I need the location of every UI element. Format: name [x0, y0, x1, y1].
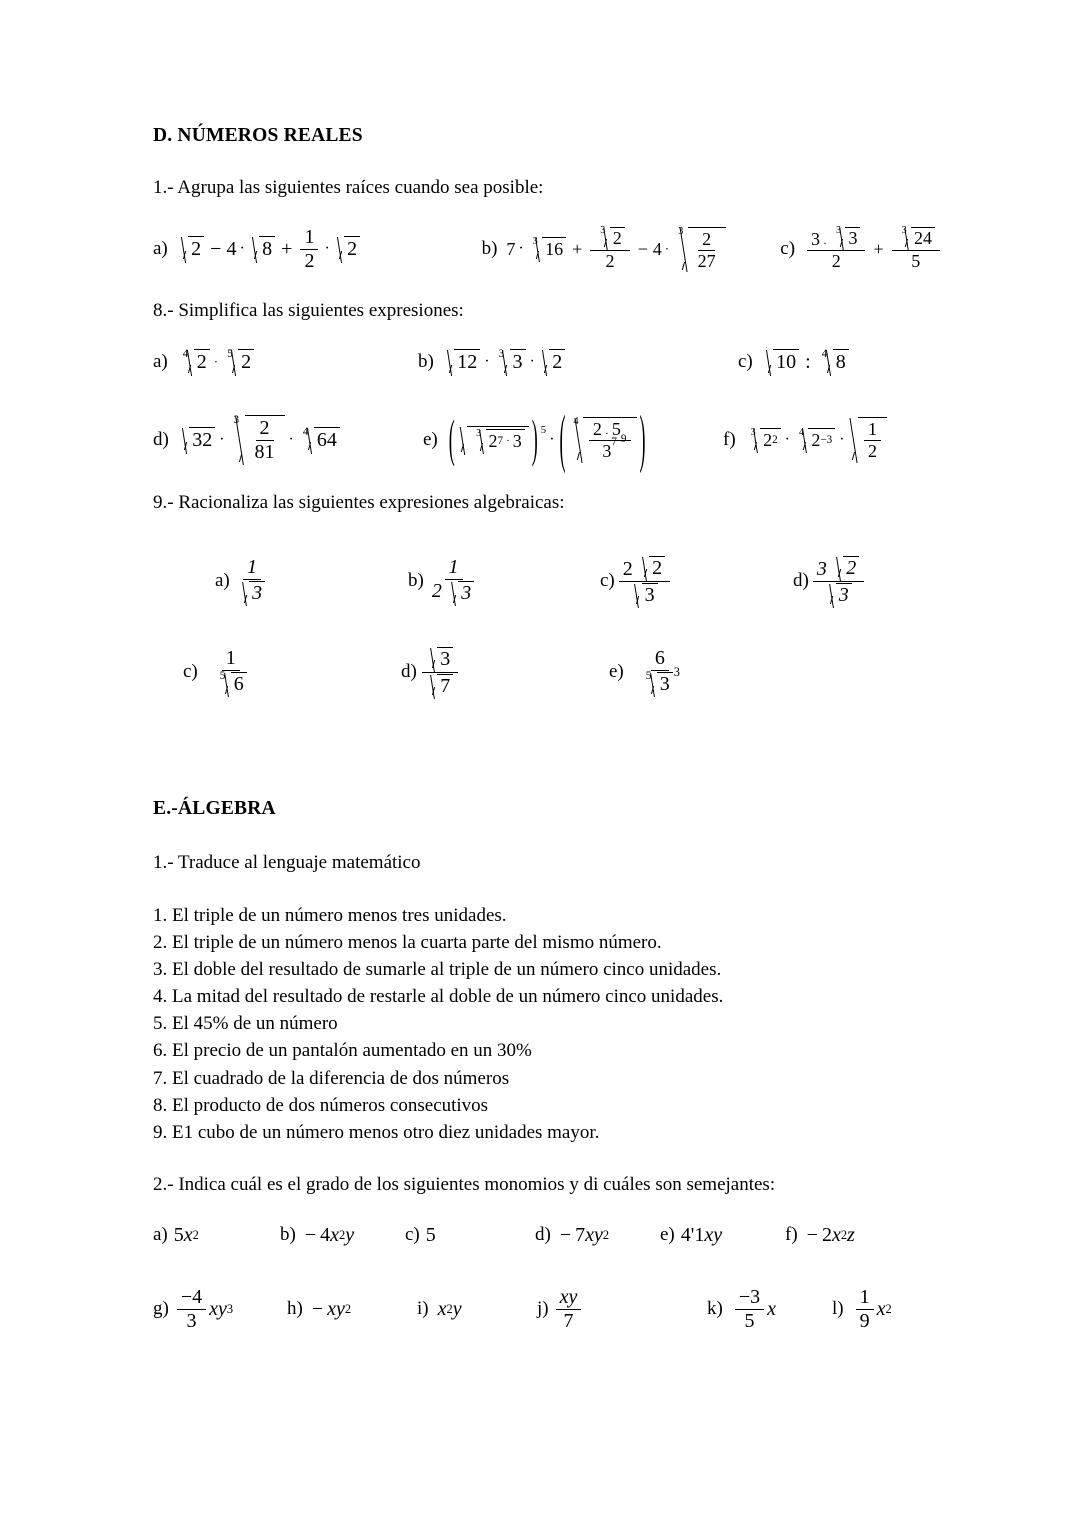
cube-root-icon: 3 24 [897, 227, 935, 249]
fraction: $\frac{xy}{7}$ [556, 1287, 582, 1332]
item-label: h) [287, 1298, 303, 1320]
math-expression: $\frac{-3}{5}$ x [732, 1287, 776, 1332]
math-expression: − 4 x 2 y [304, 1223, 355, 1246]
exercise-d1-items [153, 227, 943, 272]
item-label: f) [723, 428, 736, 450]
exercise-d8-items-row1 [153, 349, 943, 375]
math-expression [810, 556, 867, 607]
item-d9-b [408, 557, 600, 605]
math-expression [231, 557, 273, 605]
sqrt-icon: 3 [825, 583, 851, 607]
fifth-root-icon: 5 3 [641, 672, 673, 696]
fraction: 3 2 3 [813, 556, 864, 607]
section-title-algebra: E.-ÁLGEBRA [153, 797, 276, 819]
math-expression: 3 2 2 · 4 2 −3 · $\frac{1}{2}$ [745, 417, 888, 462]
item-e2-b [280, 1224, 405, 1247]
fourth-root-icon: 4 8 [817, 349, 849, 375]
sqrt-icon: 3 [631, 583, 657, 607]
exercise-prompt-e1: 1.- Traduce al lenguaje matemático [153, 851, 421, 873]
sqrt-icon [458, 426, 529, 454]
math-expression: 4'1 xy [680, 1223, 723, 1246]
exercise-d8-items-row2 [153, 401, 943, 474]
fourth-root-icon: 4 2 [178, 349, 210, 375]
sqrt-icon: 7 [427, 674, 453, 698]
item-d8-c [738, 349, 850, 375]
math-expression: $\frac{1}{9}$ x 2 [853, 1287, 892, 1332]
cube-root-icon: 3 2 7 · 3 [471, 429, 525, 453]
fifth-root-icon: 5 6 [215, 672, 247, 696]
list-item: 9. E1 cubo de un número menos otro diez unidades mayor. [153, 1121, 600, 1143]
math-expression [553, 1287, 585, 1332]
item-e2-d [535, 1224, 660, 1247]
item-label: a) [153, 1224, 168, 1246]
math-expression [616, 556, 673, 607]
item-label: g) [153, 1298, 169, 1320]
fraction: 2 2 3 [619, 556, 670, 607]
math-expression [207, 648, 255, 696]
item-e2-i [417, 1298, 537, 1321]
fraction: 3 2 2 [590, 227, 629, 271]
sqrt-icon: 2 [833, 556, 859, 580]
math-expression: x 2 y [437, 1297, 462, 1320]
list-item: 8. El producto de dos números consecutivos [153, 1094, 489, 1116]
item-label: b) [280, 1224, 296, 1246]
parenthesis-group: ( 3 2 7 · 3 ) 5 [448, 409, 547, 468]
sqrt-icon: $\frac{1}{2}$ [849, 417, 887, 462]
math-expression [633, 648, 687, 696]
item-d9-d [793, 556, 867, 607]
item-label: c) [405, 1224, 420, 1246]
fourth-root-icon: 4 2 · 5 9 3 7 [569, 417, 637, 462]
fraction: $\frac{-3}{5}$ [735, 1287, 764, 1332]
item-d9-d2 [401, 647, 609, 698]
exercise-prompt-e2: 2.- Indica cuál es el grado de los siguientes monomios y di cuáles son semejantes: [153, 1173, 776, 1195]
list-item: 4. La mitad del resultado de restarle al doble de un número cinco unidades. [153, 986, 724, 1008]
item-label: c) [738, 351, 753, 373]
item-d8-f [723, 417, 888, 462]
math-expression [419, 647, 461, 698]
fraction: $\frac{1}{2}$ [300, 227, 318, 272]
math-expression: 7 · 3 16 + 3 2 2 − 4 · 3 $\frac{2}{27}$ [506, 227, 726, 272]
exercise-prompt-d8: 8.- Simplifica las siguientes expresiones: [153, 299, 464, 321]
item-d1-c [780, 227, 943, 271]
list-item: 5. El 45% de un número [153, 1013, 338, 1035]
cube-root-icon: 3 $\frac{2}{27}$ [673, 227, 725, 272]
item-label: c) [780, 238, 796, 260]
math-expression: 5 x 2 [173, 1223, 199, 1246]
item-e2-l [832, 1287, 892, 1332]
sqrt-icon: 2 [539, 349, 565, 375]
item-d8-b [418, 349, 738, 375]
item-d1-b [482, 227, 781, 272]
sqrt-icon: 10 [763, 349, 799, 375]
statement-list [153, 902, 943, 1146]
item-d8-e [423, 401, 723, 474]
exercise-e2-items-row2 [153, 1287, 943, 1332]
math-expression: 4 2 · 5 2 [177, 349, 255, 375]
cube-root-icon: 3 16 [528, 237, 566, 261]
math-expression: 2 − 4 · 8 + $\frac{1}{2}$ · 2 [177, 227, 361, 272]
item-d1-a [153, 227, 482, 272]
item-e2-k [707, 1287, 832, 1332]
cube-root-icon: 3 $\frac{2}{81}$ [229, 415, 285, 464]
cube-root-icon: 3 2 2 [746, 428, 781, 452]
sqrt-icon: 3 [448, 581, 474, 605]
exercise-d9-items-row2 [153, 647, 973, 698]
item-label: a) [153, 238, 168, 260]
sqrt-icon: 8 [249, 236, 275, 262]
sqrt-icon: 32 [179, 427, 215, 453]
fraction: 3 24 5 [892, 227, 940, 271]
cube-root-icon: 3 2 [595, 227, 624, 249]
fraction [422, 647, 458, 698]
item-label: c) [600, 570, 615, 592]
sqrt-icon: 2 [178, 236, 204, 262]
item-label: a) [153, 351, 168, 373]
item-label: c) [183, 661, 198, 683]
math-expression: 12 · 3 3 · 2 [443, 349, 566, 375]
item-label: d) [535, 1224, 551, 1246]
item-e2-a [153, 1224, 280, 1247]
item-label: e) [609, 661, 624, 683]
item-e2-c [405, 1224, 535, 1247]
list-item: 3. El doble del resultado de sumarle al triple de un número cinco unidades. [153, 958, 722, 980]
fraction: 3 · 3 3 2 [807, 227, 865, 271]
math-expression: $\frac{-4}{3}$ xy 3 [174, 1287, 233, 1332]
item-label: d) [401, 661, 417, 683]
exercise-prompt-d1: 1.- Agrupa las siguientes raíces cuando sea posible: [153, 177, 544, 198]
item-d9-a [215, 557, 408, 605]
item-label: e) [423, 428, 438, 450]
item-label: j) [537, 1298, 549, 1320]
math-expression: 5 [425, 1223, 436, 1246]
math-expression: 10 : 4 8 [762, 349, 850, 375]
fifth-root-icon: 5 2 [222, 349, 254, 375]
list-item: 7. El cuadrado de la diferencia de dos números [153, 1067, 510, 1089]
math-expression: − 7 xy 2 [559, 1223, 610, 1246]
item-e2-j [537, 1287, 707, 1332]
list-item: 1. El triple de un número menos tres unidades. [153, 904, 507, 926]
sqrt-icon: 3 [427, 647, 453, 671]
list-item: 6. El precio de un pantalón aumentado en un 30% [153, 1040, 532, 1062]
fraction: $\frac{-4}{3}$ [177, 1287, 206, 1332]
item-d8-d [153, 415, 423, 464]
item-e2-h [287, 1298, 417, 1321]
fraction: 6 5 3 3 [636, 648, 684, 696]
fourth-root-icon: 4 2 −3 [794, 428, 835, 452]
item-label: b) [418, 351, 434, 373]
item-label: e) [660, 1224, 675, 1246]
math-expression: 3 · 3 3 2 + 3 24 5 [804, 227, 943, 271]
item-e2-g [153, 1287, 287, 1332]
math-expression [425, 557, 482, 605]
section-title-numeros-reales: D. NÚMEROS REALES [153, 125, 363, 146]
item-e2-f [785, 1224, 855, 1247]
item-label: k) [707, 1298, 723, 1320]
item-label: b) [481, 238, 498, 260]
sqrt-icon: 2 [639, 556, 665, 580]
exercise-prompt-d9: 9.- Racionaliza las siguientes expresiones algebraicas: [153, 492, 565, 514]
page-content [153, 125, 943, 1332]
item-label: a) [215, 570, 230, 592]
sqrt-icon: 2 [334, 236, 360, 262]
item-label: i) [417, 1298, 429, 1320]
fraction: $\frac{1}{3}$ [234, 557, 270, 605]
item-label: d) [793, 570, 809, 592]
item-d9-c [600, 556, 793, 607]
item-label: l) [832, 1298, 844, 1320]
fraction: 1 5 6 [210, 648, 252, 696]
fraction: $\frac{1}{9}$ [856, 1287, 874, 1332]
math-expression: − xy 2 [311, 1297, 352, 1320]
item-label: f) [785, 1224, 798, 1246]
item-d9-c2 [183, 648, 401, 696]
cube-root-icon: 3 3 [494, 349, 526, 375]
cube-root-icon: 3 3 [831, 227, 860, 249]
exercise-e2-items-row1 [153, 1224, 943, 1247]
sqrt-icon: 3 [239, 581, 265, 605]
item-e2-e [660, 1224, 785, 1247]
math-expression: − 2 x 2 z [806, 1223, 855, 1246]
item-label: b) [408, 570, 424, 592]
parenthesis-group: ( 4 2 · 5 9 3 7 ) [559, 401, 646, 474]
math-expression: 32 · 3 $\frac{2}{81}$ · 4 64 [178, 415, 341, 464]
sqrt-icon: 12 [444, 349, 480, 375]
item-d8-a [153, 349, 418, 375]
fourth-root-icon: 4 64 [298, 427, 340, 453]
math-expression: ( 3 2 7 · 3 ) 5 · ( 4 2 · 5 9 3 7 ) [448, 401, 646, 474]
fraction: 1 2 3 [428, 557, 479, 605]
item-d9-e2 [609, 648, 687, 696]
list-item: 2. El triple de un número menos la cuarta parte del mismo número. [153, 931, 662, 953]
item-label: d) [153, 428, 169, 450]
exercise-d9-items-row1 [153, 556, 1005, 607]
